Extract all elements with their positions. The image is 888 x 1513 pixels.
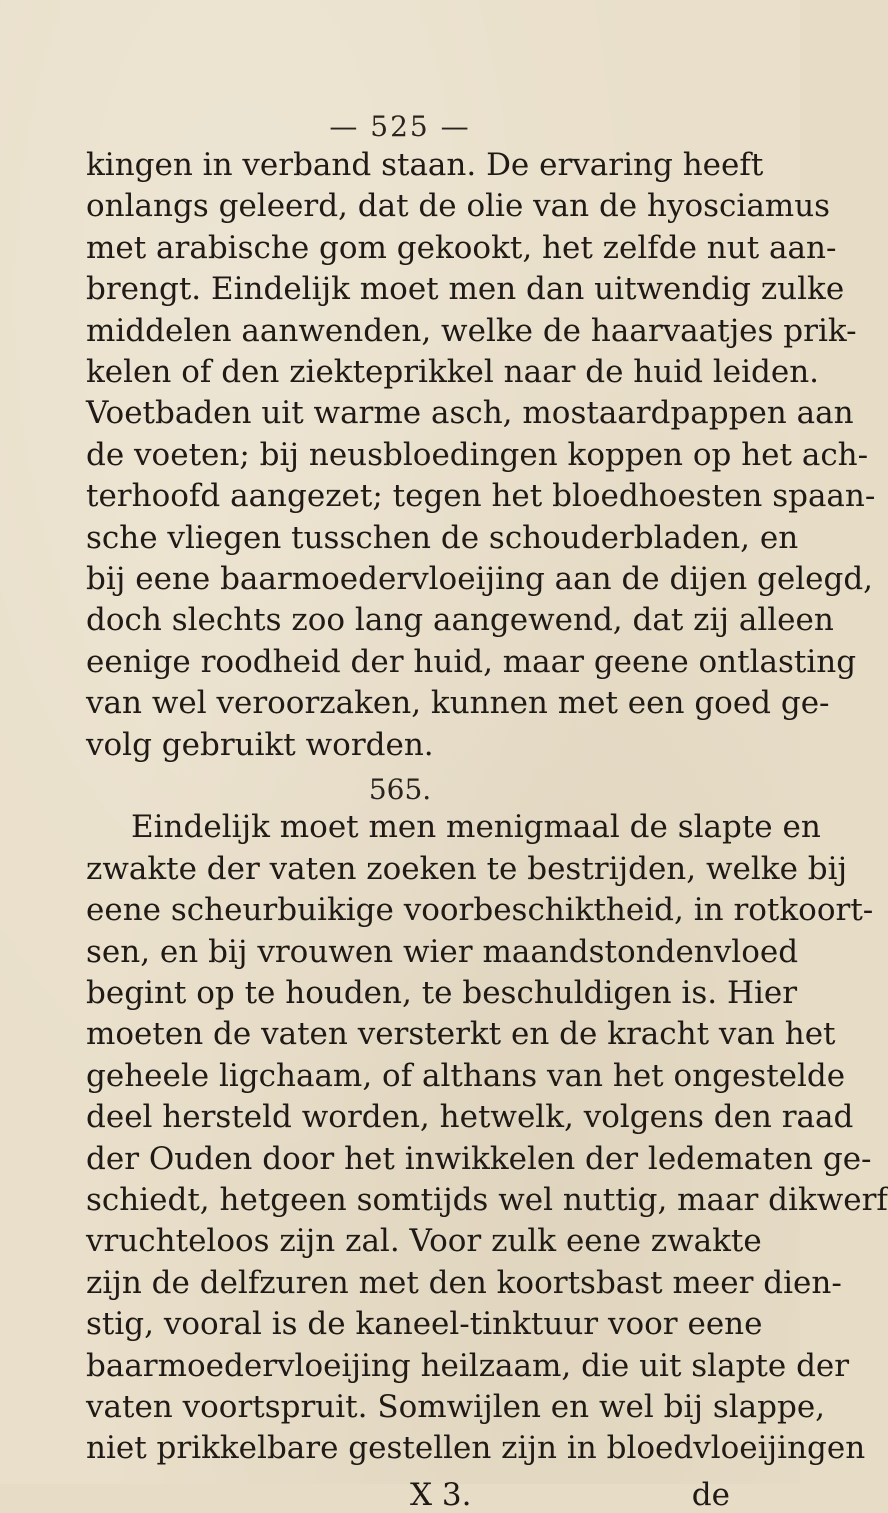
text-line: zijn de delfzuren met den koortsbast meer dien- [86, 1264, 842, 1301]
text-line: Voetbaden uit warme asch, mostaardpappen aan [86, 395, 854, 432]
text-line: de voeten; bij neusbloedingen koppen op het ach- [86, 436, 869, 473]
text-line: kelen of den ziekteprikkel naar de huid leiden. [86, 354, 820, 390]
signature-mark: X 3. [410, 1476, 472, 1513]
text-line: bij eene baarmoedervloeijing aan de dijen gelegd, [86, 561, 874, 597]
text-line: vruchteloos zijn zal. Voor zulk eene zwakte [86, 1223, 762, 1260]
text-line: doch slechts zoo lang aangewend, dat zij alleen [86, 602, 834, 639]
text-line: brengt. Eindelijk moet men dan uitwendig zulke [86, 271, 845, 308]
text-line: moeten de vaten versterkt en de kracht van het [86, 1016, 836, 1053]
text-line: begint op te houden, te beschuldigen is. Hier [86, 975, 798, 1011]
text-line: Eindelijk moet men menigmaal de slapte en [131, 809, 821, 846]
text-line: der Ouden door het inwikkelen der ledematen ge- [86, 1140, 872, 1177]
text-line: eene scheurbuikige voorbeschiktheid, in rotkoort- [86, 892, 874, 929]
text-line: onlangs geleerd, dat de olie van de hyosciamus [86, 188, 831, 225]
text-line: niet prikkelbare gestellen zijn in bloedvloeijingen [86, 1430, 866, 1467]
text-line: van wel veroorzaken, kunnen met een goed ge- [86, 685, 830, 722]
text-line: kingen in verband staan. De ervaring heeft [86, 147, 764, 183]
text-line: schiedt, hetgeen somtijds wel nuttig, maar dikwerf [86, 1182, 888, 1218]
text-line: vaten voortspruit. Somwijlen en wel bij slappe, [86, 1389, 826, 1425]
section-number: 565. [368, 773, 432, 806]
text-line: terhoofd aangezet; tegen het bloedhoesten spaan- [86, 478, 876, 515]
text-line: geheele ligchaam, of althans van het ongestelde [86, 1057, 846, 1094]
page-number-header: — 525 — [329, 110, 471, 143]
text-line: middelen aanwenden, welke de haarvaatjes prik- [86, 312, 857, 349]
text-line: met arabische gom gekookt, het zelfde nut aan- [86, 229, 837, 266]
text-line: sche vliegen tusschen de schouderbladen, en [86, 519, 799, 556]
text-line: zwakte der vaten zoeken te bestrijden, welke bij [86, 850, 848, 887]
text-line: stig, vooral is de kaneel-tinktuur voor eene [86, 1306, 763, 1343]
catchword: de [691, 1476, 730, 1513]
text-line: eenige roodheid der huid, maar geene ontlasting [86, 643, 857, 680]
text-line: baarmoedervloeijing heilzaam, die uit slapte der [86, 1347, 850, 1384]
text-line: sen, en bij vrouwen wier maandstondenvloed [86, 933, 799, 970]
text-line: volg gebruikt worden. [86, 726, 434, 763]
text-line: deel hersteld worden, hetwelk, volgens den raad [86, 1099, 854, 1136]
